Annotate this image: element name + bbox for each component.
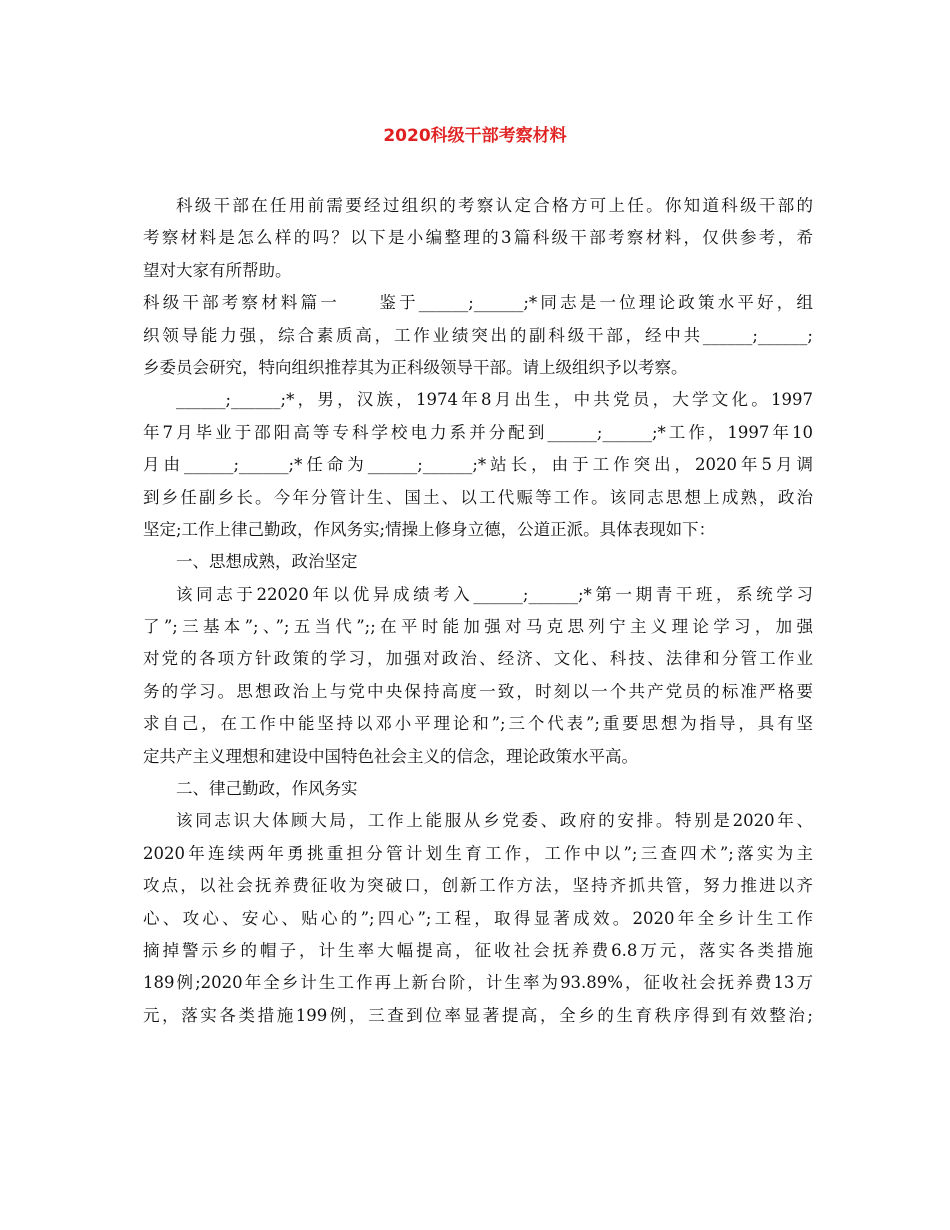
text-line: 了”;三基本”;、”;五当代”;;在平时能加强对马克思列宁主义理论学习，加强 xyxy=(143,617,813,637)
text-line: 2020年连续两年勇挑重担分管计划生育工作，工作中以”;三查四术”;落实为主 xyxy=(143,843,813,863)
text-line: 对党的各项方针政策的学习，加强对政治、经济、文化、科技、法律和分管工作业 xyxy=(143,649,813,669)
text-line: 元，落实各类措施199例，三查到位率显著提高，全乡的生育秩序得到有效整治; xyxy=(143,1005,813,1025)
text-line: 月由______;______;*任命为______;______;*站长，由于工作突出，2020年5月调 xyxy=(143,455,813,475)
text-line: 该同志于22020年以优异成绩考入______;______;*第一期青干班，系统学习 xyxy=(176,584,813,604)
text-line: 心、攻心、安心、贴心的”;四心”;工程，取得显著成效。2020年全乡计生工作 xyxy=(143,908,813,928)
text-line: 务的学习。思想政治上与党中央保持高度一致，时刻以一个共产党员的标准严格要 xyxy=(143,681,813,701)
text-line: 二、律己勤政，作风务实 xyxy=(176,779,358,799)
text-line: 织领导能力强，综合素质高，工作业绩突出的副科级干部，经中共______;______; xyxy=(143,325,813,345)
text-line: 考察材料是怎么样的吗？以下是小编整理的3篇科级干部考察材料，仅供参考，希 xyxy=(143,228,813,248)
text-line: 189例;2020年全乡计生工作再上新台阶，计生率为93.89%，征收社会抚养费13万 xyxy=(143,973,813,993)
text-line: 该同志识大体顾大局，工作上能服从乡党委、政府的安排。特别是2020年、 xyxy=(176,811,813,831)
text-line: 年7月毕业于邵阳高等专科学校电力系并分配到______;______;*工作，1997年10 xyxy=(143,422,813,442)
document-body xyxy=(143,190,813,1032)
document-title: 2020科级干部考察材料 xyxy=(383,126,567,146)
text-line: 攻点，以社会抚养费征收为突破口，创新工作方法，坚持齐抓共管，努力推进以齐 xyxy=(143,876,813,896)
text-line: 摘掉警示乡的帽子，计生率大幅提高，征收社会抚养费6.8万元，落实各类措施 xyxy=(143,940,813,960)
text-line: 求自己，在工作中能坚持以邓小平理论和”;三个代表”;重要思想为指导，具有坚 xyxy=(143,714,813,734)
text-line: 科级干部在任用前需要经过组织的考察认定合格方可上任。你知道科级干部的 xyxy=(176,196,813,215)
text-line: 乡委员会研究，特向组织推荐其为正科级领导干部。请上级组织予以考察。 xyxy=(143,357,688,377)
text-line: 坚定;工作上律己勤政，作风务实;情操上修身立德，公道正派。具体表现如下： xyxy=(143,519,716,539)
text-line: 科级干部考察材料篇一 鉴于______;______;*同志是一位理论政策水平好，组 xyxy=(143,293,813,313)
text-line: 定共产主义理想和建设中国特色社会主义的信念，理论政策水平高。 xyxy=(143,746,638,766)
text-line: 一、思想成熟，政治坚定 xyxy=(176,552,358,572)
text-line: 到乡任副乡长。今年分管计生、国土、以工代赈等工作。该同志思想上成熟，政治 xyxy=(143,487,813,507)
text-line: ______;______;*，男，汉族，1974年8月出生，中共党员，大学文化。1997 xyxy=(176,390,813,410)
text-line: 望对大家有所帮助。 xyxy=(143,260,292,280)
